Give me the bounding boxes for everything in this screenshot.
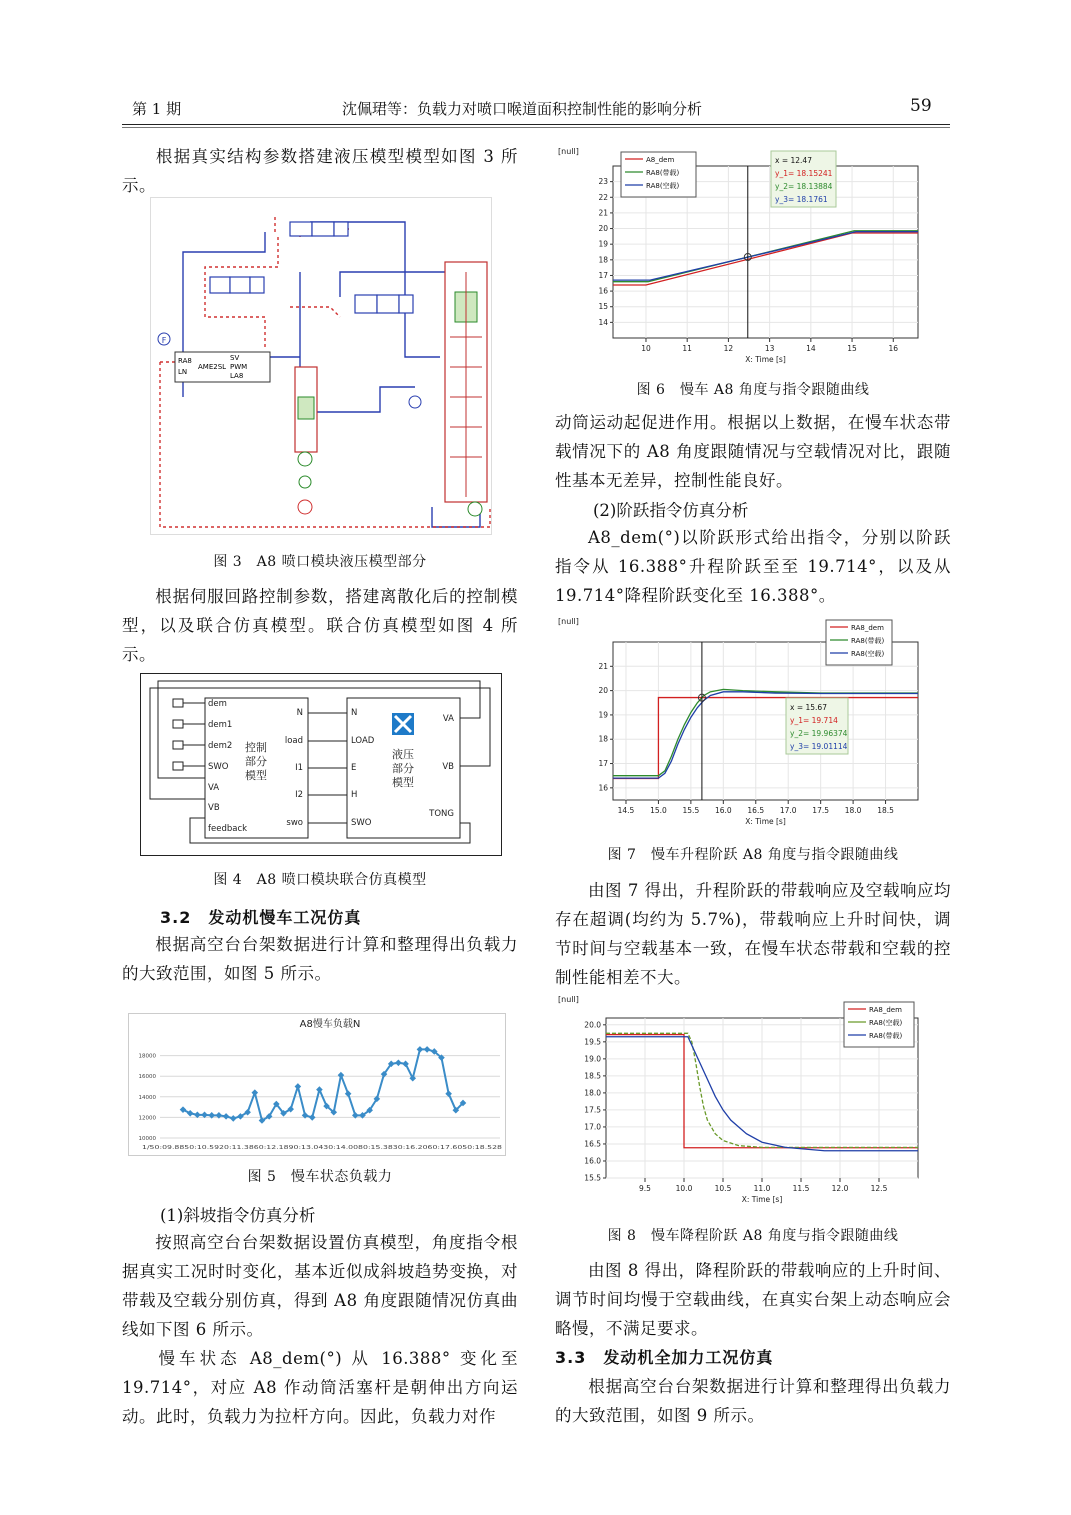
x-tick-label: 18.5 [877, 806, 894, 815]
x-tick-label: 10.0 [675, 1184, 693, 1193]
journal-issue: 第 1 期 [132, 100, 182, 118]
svg-text:SWO: SWO [208, 762, 229, 772]
x-axis-label: X: Time [s] [745, 355, 786, 364]
header-rule-thin [122, 127, 950, 128]
svg-text:LOAD: LOAD [351, 736, 375, 746]
readout-value: x = 15.67 [790, 703, 827, 712]
readout-value: y_3= 18.1761 [775, 195, 828, 204]
y-tick-label: 19 [598, 239, 608, 249]
y-tick-label: 18.5 [584, 1071, 601, 1081]
paragraph [555, 876, 951, 992]
svg-text:SV: SV [230, 354, 240, 362]
y-tick-label: 19.5 [584, 1037, 601, 1047]
paragraph-text: 动筒运动起促进作用。根据以上数据，在慢车状态带载情况下的 A8 角度跟随情况与空载情况对比，跟随性基本无差异，控制性能良好。 [555, 413, 951, 490]
paragraph-text: 根据真实结构参数搭建液压模型模型如图 3 所示。 [122, 147, 518, 195]
legend-label: RA8(空载) [851, 650, 885, 658]
legend-label: A8_dem [646, 156, 675, 164]
paragraph [122, 142, 518, 200]
corner-label: [null] [558, 617, 579, 626]
x-tick-label: 11 [682, 344, 692, 353]
y-tick-label: 20 [598, 686, 608, 696]
y-tick-label: 16.5 [584, 1139, 601, 1149]
y-tick-label: 15.5 [584, 1173, 601, 1183]
y-tick-label: 19 [598, 710, 608, 720]
svg-text:VB: VB [442, 762, 454, 772]
legend-label: RA8(空载) [646, 182, 680, 190]
section-heading: 3.3 发动机全加力工况仿真 [555, 1348, 774, 1367]
svg-text:VA: VA [442, 714, 454, 724]
svg-text:F: F [161, 336, 167, 345]
fig7-caption: 图 7 慢车升程阶跃 A8 角度与指令跟随曲线 [607, 847, 899, 863]
readout-value: x = 12.47 [775, 156, 812, 165]
readout-value: y_1= 19.714 [790, 716, 838, 725]
paragraph-text: 由图 7 得出，升程阶跃的带载响应及空载响应均存在超调(均约为 5.7%)，带载响应上升时间快，调节时间与空载基本一致，在慢车状态带载和空载的控制性能相差不大。 [555, 881, 951, 987]
legend-label: RA8_dem [851, 624, 884, 632]
x-tick-label: 15.5 [682, 806, 700, 815]
y-tick-label: 21 [598, 208, 608, 218]
x-tick-label: 10 [641, 344, 651, 353]
svg-text:模型: 模型 [392, 776, 414, 789]
svg-text:H: H [351, 790, 358, 800]
fig4-caption: 图 4 A8 喷口模块联合仿真模型 [213, 872, 427, 888]
x-tick-label: 11.0 [753, 1184, 771, 1193]
y-tick-label: 19.0 [584, 1054, 601, 1064]
svg-text:TONG: TONG [429, 809, 454, 819]
subheading: (2)阶跃指令仿真分析 [593, 501, 749, 520]
fig6-caption: 图 6 慢车 A8 角度与指令跟随曲线 [636, 382, 870, 398]
fig6-chart [556, 142, 926, 372]
y-tick-label: 18.0 [584, 1088, 601, 1098]
fig5-chart [128, 1013, 506, 1156]
fig8-caption: 图 8 慢车降程阶跃 A8 角度与指令跟随曲线 [607, 1228, 899, 1244]
y-tick-label: 16.0 [584, 1156, 601, 1166]
svg-text:dem1: dem1 [208, 720, 233, 730]
readout-value: y_2= 19.96374 [790, 729, 848, 738]
svg-text:RA8: RA8 [178, 357, 192, 365]
running-title: 沈佩珺等：负载力对喷口喉道面积控制性能的影响分析 [342, 100, 703, 118]
svg-text:I2: I2 [295, 790, 303, 800]
y-tick-label: 18 [598, 255, 608, 265]
x-tick-label: 16.5 [747, 806, 765, 815]
paragraph-text: 根据高空台台架数据进行计算和整理得出负载力的大致范围，如图 5 所示。 [122, 935, 518, 983]
x-tick-label: 12.0 [831, 1184, 849, 1193]
svg-text:dem2: dem2 [208, 741, 233, 751]
paragraph-text: A8_dem(°)以阶跃形式给出指令，分别以阶跃指令从 16.388°升程阶跃至至 19.714°，以及从 19.714°降程阶跃变化至 16.388°。 [555, 528, 951, 605]
fig3-hydraulic-diagram [150, 197, 492, 535]
fig7-chart [556, 612, 926, 837]
fig8-chart [556, 990, 926, 1215]
legend-label: RA8(空载) [869, 1019, 903, 1027]
paragraph-text: 根据高空台台架数据进行计算和整理得出负载力的大致范围，如图 9 所示。 [555, 1377, 951, 1425]
readout-value: y_1= 18.15241 [775, 169, 833, 178]
svg-text:部分: 部分 [245, 755, 267, 768]
svg-text:swo: swo [286, 818, 303, 828]
svg-text:dem: dem [208, 699, 227, 709]
svg-text:load: load [284, 736, 303, 746]
y-tick-label: 14000 [138, 1094, 156, 1101]
paragraph-text: 慢车状态 A8_dem(°) 从 16.388° 变化至 19.714°，对应 A8 作动筒活塞杆是朝伸出方向运动。此时，负载力为拉杆方向。因此，负载力对作 [122, 1349, 518, 1426]
y-tick-label: 22 [598, 192, 608, 202]
readout-value: y_2= 18.13884 [775, 182, 833, 191]
x-tick-label: 12 [723, 344, 734, 353]
x-tick-label: 15.0 [650, 806, 667, 815]
section-heading: 3.2 发动机慢车工况仿真 [160, 908, 362, 927]
y-tick-label: 18 [598, 734, 608, 744]
paragraph [122, 1344, 518, 1431]
paragraph-text: 由图 8 得出，降程阶跃的带载响应的上升时间、调节时间均慢于空载曲线，在真实台架上动态响应会略慢，不满足要求。 [555, 1261, 951, 1338]
svg-text:N: N [351, 708, 358, 718]
y-tick-label: 16 [598, 783, 608, 793]
y-tick-label: 16000 [138, 1074, 156, 1081]
page-number: 59 [910, 96, 932, 116]
legend-label: RA8(带载) [869, 1032, 903, 1040]
svg-text:SWO: SWO [351, 818, 372, 828]
y-tick-label: 16 [598, 286, 608, 296]
svg-text:E: E [351, 763, 357, 773]
y-tick-label: 17 [598, 270, 608, 280]
y-tick-label: 18000 [138, 1053, 156, 1060]
y-tick-label: 20 [598, 224, 608, 234]
paragraph [122, 930, 518, 988]
svg-text:控制: 控制 [245, 741, 267, 754]
paragraph [555, 1372, 951, 1430]
x-tick-label: 11.5 [792, 1184, 810, 1193]
header-rule [122, 124, 950, 125]
svg-text:LN: LN [178, 368, 188, 376]
paragraph-text: 根据伺服回路控制参数，搭建离散化后的控制模型，以及联合仿真模型。联合仿真模型如图 4 所示。 [122, 587, 518, 664]
paragraph-text: 按照高空台台架数据设置仿真模型，角度指令根据真实工况时时变化，基本近似成斜坡趋势变换，对带载及空载分别仿真，得到 A8 角度跟随情况仿真曲线如下图 6 所示。 [122, 1233, 518, 1339]
legend-label: RA8_dem [869, 1006, 902, 1014]
simulink-logo-icon [392, 713, 414, 735]
x-axis-label: X: Time [s] [741, 1195, 783, 1204]
svg-text:液压: 液压 [392, 748, 414, 761]
x-tick-label: 15 [847, 344, 857, 353]
svg-text:LA8: LA8 [230, 372, 244, 380]
y-tick-label: 21 [598, 661, 608, 671]
paragraph [122, 582, 518, 669]
y-tick-label: 15 [598, 302, 608, 312]
x-tick-label: 18.0 [844, 806, 862, 815]
y-tick-label: 20.0 [584, 1020, 601, 1030]
fig5-caption: 图 5 慢车状态负载力 [247, 1169, 393, 1185]
y-tick-label: 17 [598, 759, 608, 769]
fig4-cosim-diagram [140, 673, 502, 856]
y-tick-label: 23 [598, 177, 608, 187]
x-tick-labels: 1/50:09.8850:10.5920:11.3860:12.1890:13.0430:14.0080:15.3830:16.2060:17.6050:18.528 [142, 1145, 503, 1151]
paragraph [122, 1228, 518, 1344]
x-tick-label: 14 [806, 344, 816, 353]
chart-title: A8慢车负载N [299, 1019, 361, 1030]
readout-value: y_3= 19.01114 [790, 742, 848, 751]
y-tick-label: 14 [598, 317, 608, 327]
svg-text:部分: 部分 [392, 762, 414, 775]
legend-label: RA8(带载) [851, 637, 885, 645]
y-tick-label: 10000 [138, 1136, 156, 1142]
corner-label: [null] [558, 147, 579, 156]
svg-text:VA: VA [208, 783, 220, 793]
paragraph [555, 523, 951, 610]
legend-label: RA8(带载) [646, 169, 680, 177]
x-tick-label: 17.0 [779, 806, 797, 815]
x-tick-label: 13 [764, 344, 775, 353]
x-tick-label: 9.5 [639, 1184, 651, 1193]
svg-text:N: N [296, 708, 303, 718]
chart-frame [129, 1014, 506, 1156]
x-tick-label: 10.5 [714, 1184, 732, 1193]
svg-text:AME2SL: AME2SL [198, 363, 227, 371]
svg-text:模型: 模型 [245, 769, 267, 782]
svg-text:PWM: PWM [230, 363, 248, 371]
x-tick-label: 16 [888, 344, 899, 353]
fig3-caption: 图 3 A8 喷口模块液压模型部分 [213, 554, 427, 570]
corner-label: [null] [558, 995, 579, 1004]
x-axis-label: X: Time [s] [745, 817, 786, 826]
svg-text:VB: VB [208, 803, 220, 813]
svg-text:I1: I1 [295, 763, 303, 773]
x-tick-label: 14.5 [617, 806, 635, 815]
x-tick-label: 12.5 [870, 1184, 888, 1193]
y-tick-label: 17.0 [584, 1122, 601, 1132]
svg-text:feedback: feedback [208, 824, 248, 834]
y-tick-label: 12000 [138, 1115, 156, 1122]
y-tick-label: 17.5 [584, 1105, 601, 1115]
paragraph [555, 1256, 951, 1343]
x-tick-label: 17.5 [812, 806, 830, 815]
x-tick-label: 16.0 [714, 806, 732, 815]
subheading: (1)斜坡指令仿真分析 [160, 1206, 316, 1225]
paragraph [555, 408, 951, 495]
